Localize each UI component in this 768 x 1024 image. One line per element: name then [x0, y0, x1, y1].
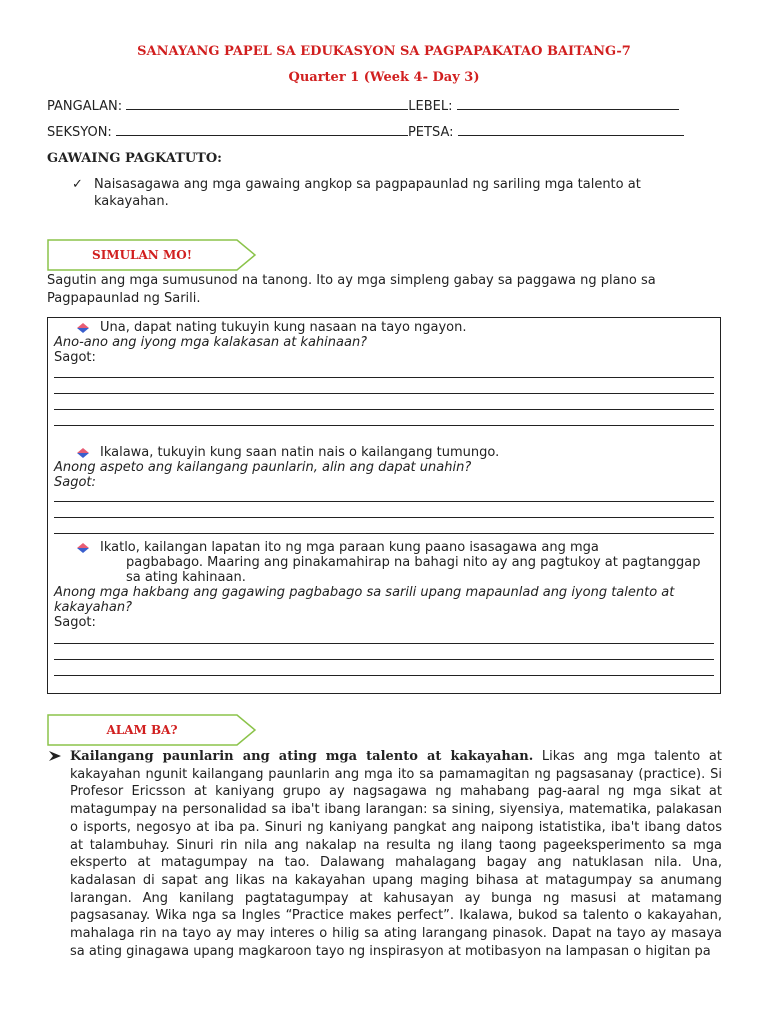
answer-line[interactable] [54, 675, 714, 676]
name-field[interactable] [126, 97, 408, 110]
level-label: LEBEL: [408, 99, 453, 114]
answer-line[interactable] [54, 377, 714, 378]
question-2-answer-label: Sagot: [54, 475, 96, 490]
question-2 [54, 445, 714, 490]
diamond-bullet-icon [77, 543, 89, 553]
simulan-banner [47, 239, 257, 271]
diamond-bullet-icon [77, 448, 89, 458]
answer-line[interactable] [54, 533, 714, 534]
objective-text: Naisasagawa ang mga gawaing angkop sa pagpapaunlad ng sariling mga talento at kakayahan. [94, 177, 641, 209]
answer-line[interactable] [54, 425, 714, 426]
question-3-text: Anong mga hakbang ang gagawing pagbabago sa sarili upang mapaunlad ang iyong talento at kakayahan? [54, 585, 675, 615]
answer-line[interactable] [54, 409, 714, 410]
section-label: SEKSYON: [47, 125, 112, 140]
alam-body: Likas ang mga talento at kakayahan ngunit kailangang paunlarin ang mga ito sa pamamagitan ng pagsasanay (practice). Si Profesor Ericsson at kaniyang grupo ay nagsagawa ng mahabang pag-aaral ng mga sikat at matagumpay na personalidad sa iba't ibang larangan: sa sining, siyensiya, matematika, palakasan o isports, negosyo at iba pa. Sinuri ng kaniyang pangkat ang naipong istatistika, iba't ibang datos at talambuhay. Sinuri rin nila ang nakalap na resulta ng ilang taong pageeksperimento sa mga eksperto at matagumpay na tao. Dalawang mahalagang bagay ang natuklasan nila. Una, kadalasan di sapat ang likas na kakayahan upang maging bihasa at matagumpay sa anumang larangan. Ang kanilang pagtatagumpay at kahusayan ay bunga ng masusi at matamang pagsasanay. Wika nga sa Ingles “Practice makes perfect”. Ikalawa, bukod sa talento o kakayahan, mahalaga rin na tayo ay may interes o hilig sa ating larangang pinasok. Dapat na tayo ay masaya sa ating ginagawa upang magkaroon tayo ng inspirasyon at motibasyon na lampasan o higitan pa [70, 749, 722, 959]
question-3-lead: Ikatlo, kailangan lapatan ito ng mga paraan kung paano isasagawa ang mga [100, 540, 599, 555]
answer-line[interactable] [54, 659, 714, 660]
alam-banner-label: ALAM BA? [106, 723, 178, 737]
question-1 [54, 320, 714, 365]
diamond-bullet-icon [77, 323, 89, 333]
question-2-lead: Ikalawa, tukuyin kung saan natin nais o kailangang tumungo. [100, 445, 500, 460]
date-label: PETSA: [407, 125, 454, 140]
alam-banner [47, 714, 257, 746]
section-date-row [47, 123, 684, 140]
page-title: SANAYANG PAPEL SA EDUKASYON SA PAGPAPAKATAO BAITANG-7 [137, 44, 631, 59]
section-field[interactable] [116, 123, 408, 136]
answer-line[interactable] [54, 393, 714, 394]
question-1-answer-label: Sagot: [54, 350, 96, 365]
name-label: PANGALAN: [47, 99, 123, 114]
arrowhead-bullet-icon [48, 750, 62, 762]
page-subtitle: Quarter 1 (Week 4- Day 3) [288, 70, 480, 85]
date-field[interactable] [458, 123, 684, 136]
question-1-text: Ano-ano ang iyong mga kalakasan at kahinaan? [54, 335, 368, 350]
question-3 [54, 540, 714, 630]
checkmark-icon: ✓ [72, 177, 83, 192]
objective-item [72, 176, 712, 210]
answer-line[interactable] [54, 501, 714, 502]
simulan-banner-label: SIMULAN MO! [92, 248, 192, 262]
alam-paragraph [70, 748, 722, 960]
answer-line[interactable] [54, 643, 714, 644]
simulan-intro: Sagutin ang mga sumusunod na tanong. Ito ay mga simpleng gabay sa paggawa ng plano sa Pagpapaunlad ng Sarili. [47, 273, 656, 306]
question-2-text: Anong aspeto ang kailangang paunlarin, alin ang dapat unahin? [54, 460, 472, 475]
name-level-row [47, 97, 679, 114]
question-3-lead-cont: pagbabago. Maaring ang pinakamahirap na bahagi nito ay ang pagtukoy at pagtanggap sa ating kahinaan. [126, 555, 701, 585]
question-3-answer-label: Sagot: [54, 615, 96, 630]
level-field[interactable] [457, 97, 679, 110]
question-1-lead: Una, dapat nating tukuyin kung nasaan na tayo ngayon. [100, 320, 467, 335]
answer-box [47, 317, 721, 694]
objective-heading: GAWAING PAGKATUTO: [47, 151, 222, 166]
answer-line[interactable] [54, 517, 714, 518]
alam-lead: Kailangang paunlarin ang ating mga talento at kakayahan. [70, 749, 534, 764]
